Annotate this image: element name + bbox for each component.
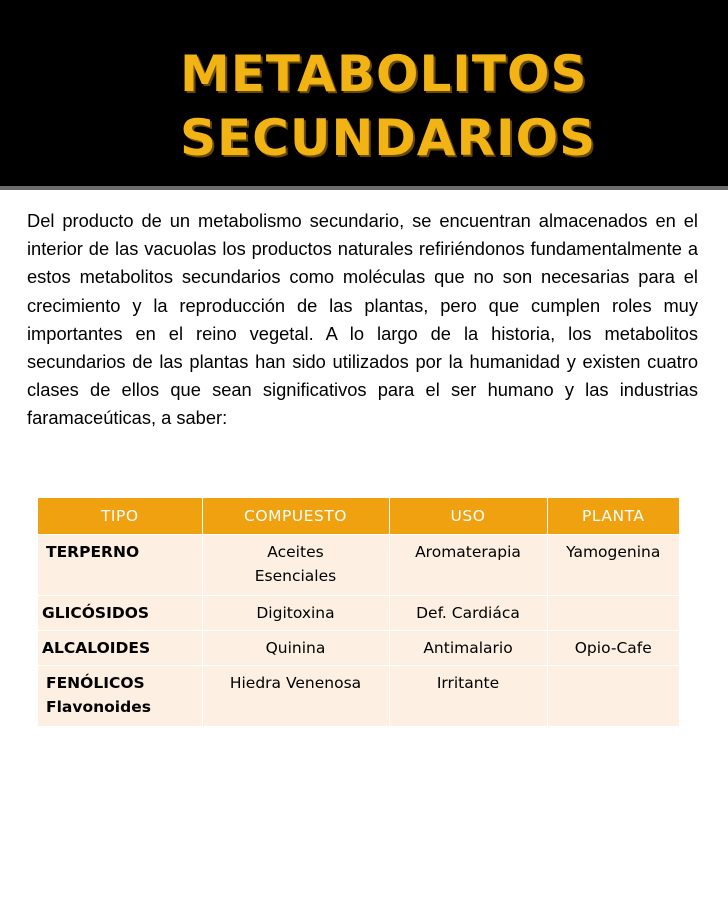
table-row [38,631,679,666]
cell-uso: Aromaterapia [389,535,547,596]
cell-compuesto: Quinina [202,631,389,666]
header-compuesto: COMPUESTO [202,498,389,535]
intro-paragraph: Del producto de un metabolismo secundario, se encuentran almacenados en el interior de las vacuolas los productos naturales refiriéndonos fundamentalmente a estos metabolitos secundarios como moléculas que no son necesarias para el crecimiento y la reproducción de las plantas, pero que cumplen roles muy importantes en el reino vegetal. A lo largo de la historia, los metabolitos secundarios de las plantas han sido utilizados por la humanidad y existen cuatro clases de ellos que sean significativos para el ser humano y las industrias faramaceúticas, a saber: [27,210,698,429]
table-row [38,596,679,631]
cell-tipo [38,666,202,727]
cell-planta [547,666,679,727]
cell-tipo-main: FENÓLICOS [46,674,145,692]
cell-planta: Yamogenina [547,535,679,596]
slide-title [180,42,720,170]
cell-tipo-sub: Flavonoides [46,698,151,716]
metabolites-table [38,498,679,726]
cell-uso: Irritante [389,666,547,727]
cell-tipo: GLICÓSIDOS [38,596,202,631]
banner-divider [0,186,728,190]
table-row [38,666,679,727]
cell-compuesto: Hiedra Venenosa [202,666,389,727]
cell-compuesto: Digitoxina [202,596,389,631]
cell-tipo: TERPERNO [38,535,202,596]
cell-uso: Def. Cardiáca [389,596,547,631]
header-planta: PLANTA [547,498,679,535]
title-line-2: SECUNDARIOS [180,109,597,167]
header-tipo: TIPO [38,498,202,535]
title-line-1: METABOLITOS [180,45,588,103]
cell-compuesto: Aceites Esenciales [202,535,389,596]
header-uso: USO [389,498,547,535]
cell-planta: Opio-Cafe [547,631,679,666]
table-row [38,535,679,596]
cell-tipo: ALCALOIDES [38,631,202,666]
cell-uso: Antimalario [389,631,547,666]
table-header-row [38,498,679,535]
cell-planta [547,596,679,631]
